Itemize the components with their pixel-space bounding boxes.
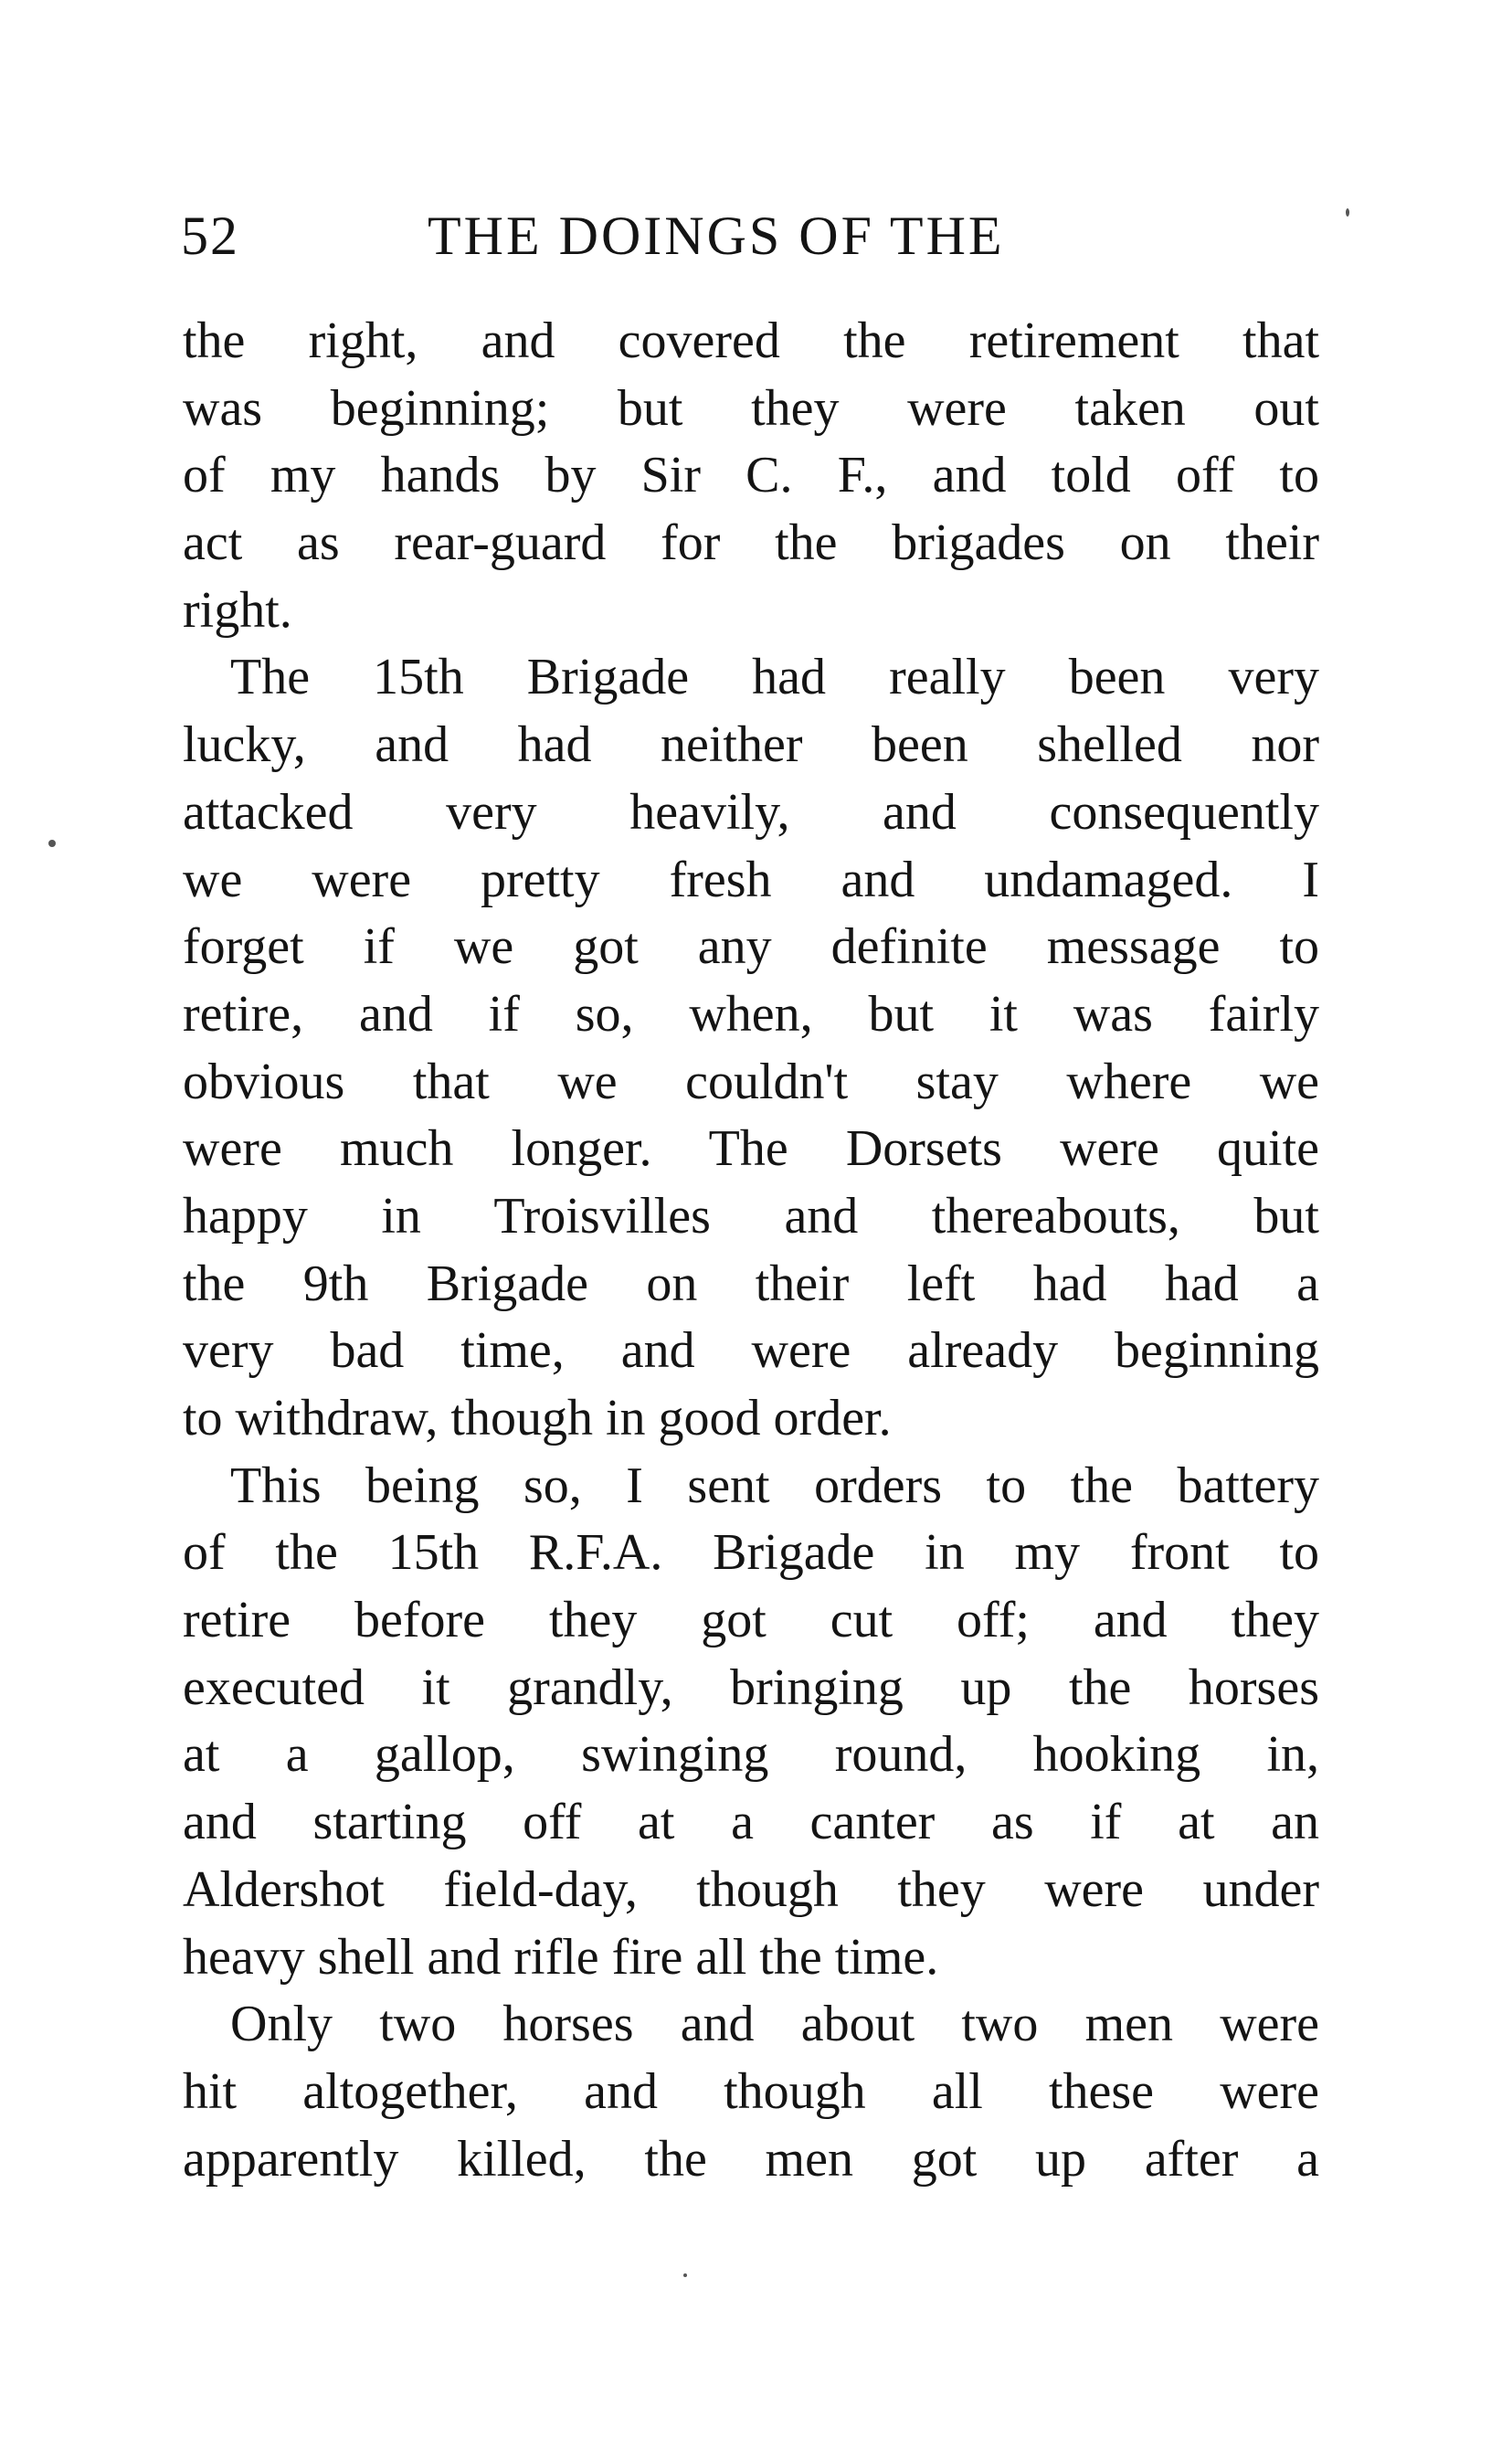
text-line: was beginning; but they were taken out [183,379,1319,437]
text-line: we were pretty fresh and undamaged. I [183,851,1319,908]
text-line: to withdraw, though in good order. [183,1390,892,1446]
text-line: the 9th Brigade on their left had had a [183,1255,1319,1312]
text-line: apparently killed, the men got up after a [183,2130,1319,2188]
text-line: at a gallop, swinging round, hooking in, [183,1726,1319,1784]
text-line: act as rear-guard for the brigades on their [183,514,1319,572]
text-line: retire, and if so, when, but it was fairly [183,985,1319,1043]
running-title: THE DOINGS OF THE [428,206,1005,266]
text-line: of my hands by Sir C. F., and told off to [183,447,1319,504]
text-line: happy in Troisvilles and thereabouts, but [183,1187,1319,1245]
text-line: attacked very heavily, and consequently [183,783,1319,841]
text-line: right. [183,581,292,639]
ink-speck [48,840,56,847]
text-line: of the 15th R.F.A. Brigade in my front to [183,1524,1319,1582]
text-line: forget if we got any definite message to [183,918,1319,976]
body-text [183,308,1319,2193]
page-number: 52 [181,206,239,266]
text-line: executed it grandly, bringing up the horses [183,1658,1319,1716]
paragraph-start-line: The 15th Brigade had really been very [230,649,1319,706]
paragraph-start-line: This being so, I sent orders to the battery [230,1457,1319,1514]
text-line: Aldershot field-day, though they were under [183,1860,1319,1918]
text-line: lucky, and had neither been shelled nor [183,716,1319,774]
text-line: and starting off at a canter as if at an [183,1794,1319,1851]
running-head [181,199,1369,272]
text-line: heavy shell and rifle fire all the time. [183,1928,939,1986]
paragraph-start-line: Only two horses and about two men were [230,1996,1319,2053]
text-line: obvious that we couldn't stay where we [183,1053,1319,1110]
text-line: the right, and covered the retirement that [183,313,1319,369]
ink-speck [683,2273,687,2277]
text-line: very bad time, and were already beginning [183,1322,1319,1380]
text-line: were much longer. The Dorsets were quite [183,1120,1319,1178]
text-line: hit altogether, and though all these were [183,2062,1319,2120]
text-line: retire before they got cut off; and they [183,1592,1319,1649]
ink-speck [1346,208,1349,217]
